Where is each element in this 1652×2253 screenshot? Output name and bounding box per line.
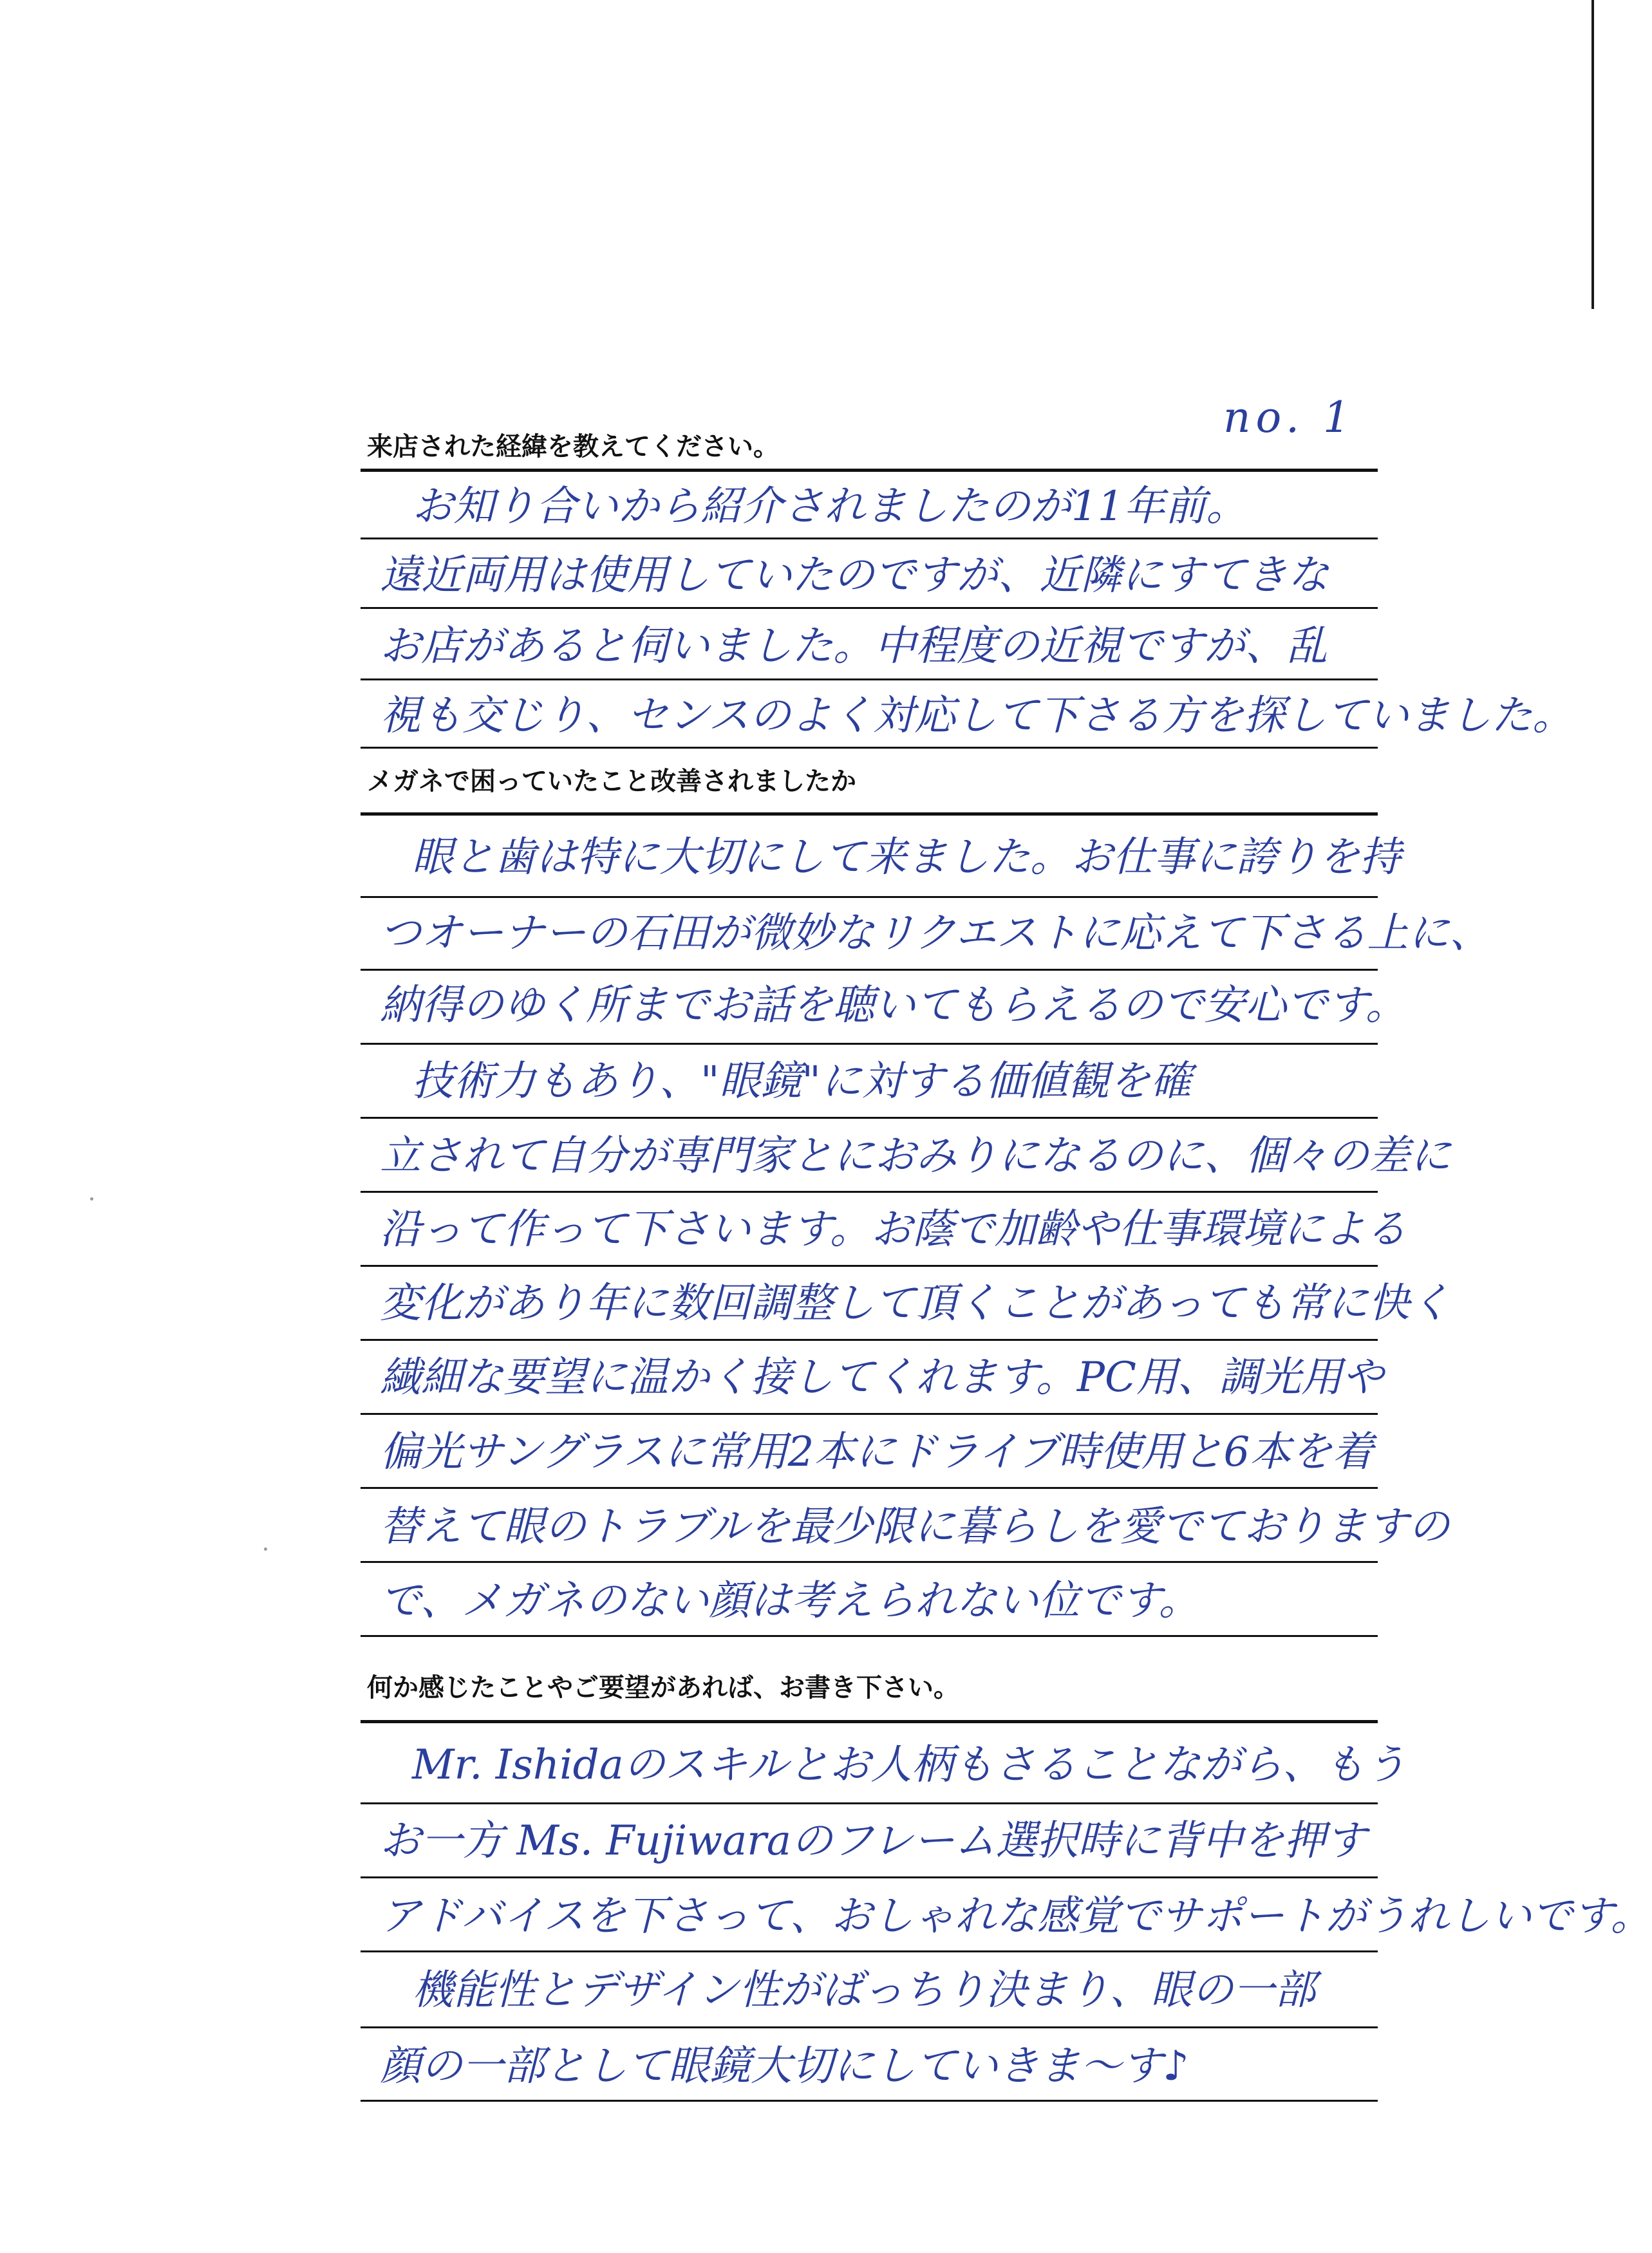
writing-line — [361, 1413, 1378, 1415]
writing-line — [361, 1265, 1378, 1267]
answer-line: 偏光サングラスに常用2本にドライブ時使用と6本を着 — [380, 1428, 1374, 1476]
scan-edge-mark — [1591, 0, 1594, 309]
writing-line — [361, 1561, 1378, 1563]
writing-line — [361, 1802, 1378, 1804]
answer-line: お知り合いから紹介されましたのが11年前。 — [412, 483, 1248, 530]
section-rule — [361, 1720, 1378, 1723]
answer-line: 顔の一部として眼鏡大切にしていきま～す♪ — [380, 2043, 1189, 2090]
writing-line — [361, 538, 1378, 539]
section-rule — [361, 812, 1378, 816]
writing-line — [361, 2026, 1378, 2028]
writing-line — [361, 747, 1378, 749]
writing-line — [361, 607, 1378, 609]
answer-line: 技術力もあり、"眼鏡"に対する価値観を確 — [412, 1058, 1192, 1105]
writing-line — [361, 1043, 1378, 1045]
scan-speck — [264, 1547, 267, 1551]
answer-line: 眼と歯は特に大切にして来ました。お仕事に誇りを持 — [412, 834, 1401, 881]
writing-line — [361, 896, 1378, 898]
writing-line — [361, 1191, 1378, 1193]
answer-line: お一方 Ms. Fujiwaraのフレーム選択時に背中を押す — [380, 1817, 1367, 1865]
answer-line: 替えて眼のトラブルを最少限に暮らしを愛でておりますの — [380, 1503, 1450, 1551]
writing-line — [361, 1950, 1378, 1952]
writing-line — [361, 969, 1378, 971]
answer-line: 機能性とデザイン性がばっちり決まり、眼の一部 — [412, 1967, 1316, 2014]
answer-line: お店があると伺いました。中程度の近視ですが、乱 — [380, 622, 1328, 670]
answer-line: 繊細な要望に温かく接してくれます。PC用、調光用や — [380, 1354, 1384, 1401]
answer-line: 立されて自分が専門家とにおみりになるのに、個々の差に — [380, 1132, 1451, 1180]
writing-line — [361, 1117, 1378, 1119]
answer-line: で、メガネのない顔は考えられない位です。 — [380, 1577, 1200, 1625]
answer-line: 納得のゆく所までお話を聴いてもらえるので安心です。 — [380, 982, 1407, 1029]
writing-line — [361, 1487, 1378, 1489]
section-label-visit-reason: 来店された経緯を教えてください。 — [367, 432, 779, 462]
answer-line: アドバイスを下さって、おしゃれな感覚でサポートがうれしいです。 — [380, 1893, 1652, 1940]
answer-line: 沿って作って下さいます。お蔭で加齢や仕事環境による — [380, 1206, 1407, 1253]
answer-line: 遠近両用は使用していたのですが、近隣にすてきな — [380, 552, 1329, 599]
section-rule — [361, 469, 1378, 472]
section-label-glasses-improvement: メガネで困っていたこと改善されましたか — [367, 767, 856, 796]
answer-line: 変化があり年に数回調整して頂くことがあっても常に快く — [380, 1280, 1451, 1327]
answer-line: 視も交じり、センスのよく対応して下さる方を探していました。 — [380, 692, 1574, 740]
writing-line — [361, 2100, 1378, 2102]
writing-line — [361, 1635, 1378, 1637]
section-label-comments: 何か感じたことやご要望があれば、お書き下さい。 — [367, 1673, 959, 1703]
scan-speck — [90, 1197, 93, 1201]
writing-line — [361, 678, 1378, 680]
answer-line: Mr. Ishidaのスキルとお人柄もさることながら、もう — [412, 1741, 1407, 1789]
answer-line: つオーナーの石田が微妙なリクエストに応えて下さる上に、 — [380, 910, 1491, 957]
writing-line — [361, 1876, 1378, 1878]
writing-line — [361, 1339, 1378, 1341]
form-number: no. 1 — [1223, 393, 1356, 442]
